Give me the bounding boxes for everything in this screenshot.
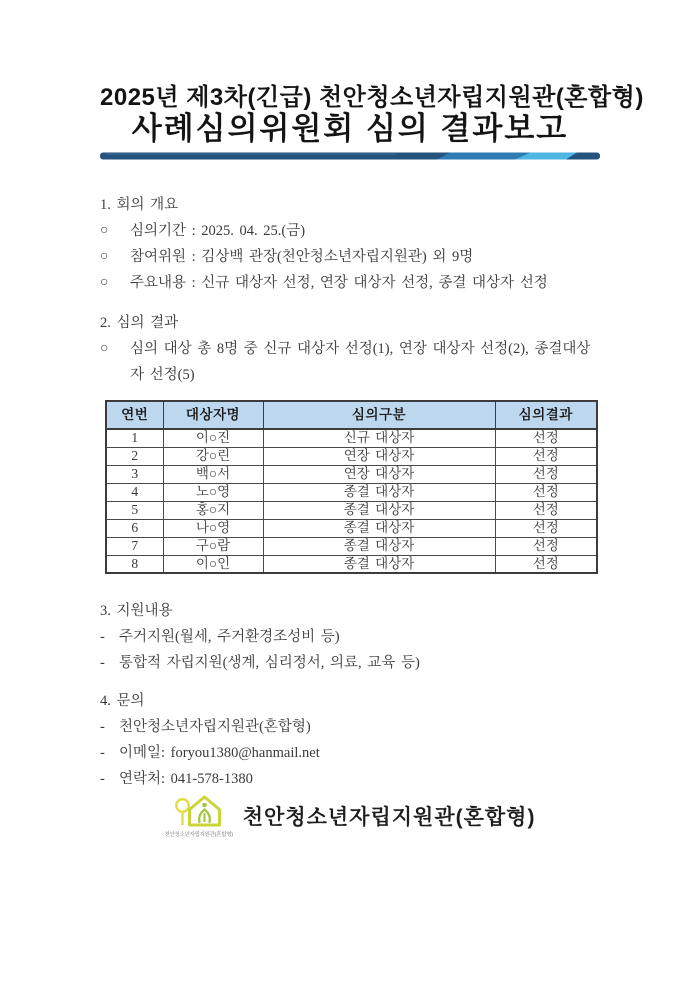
cell-review-type: 연장 대상자 (263, 465, 495, 483)
report-title-line1: 2025년 제3차(긴급) 천안청소년자립지원관(혼합형) (100, 84, 644, 111)
circle-bullet-icon: ○ (100, 223, 109, 238)
section-contact (100, 688, 600, 792)
support-item-list (100, 624, 600, 676)
list-item (100, 336, 600, 388)
list-item-text: 천안청소년자립지원관(혼합형) (119, 719, 311, 735)
dash-bullet-icon: - (100, 655, 105, 671)
cell-number: 4 (106, 483, 163, 501)
cell-number: 3 (106, 465, 163, 483)
list-item-text: 주요내용 : 신규 대상자 선정, 연장 대상자 선정, 종결 대상자 선정 (130, 275, 548, 291)
section-heading: 3. 지원내용 (100, 603, 173, 619)
org-house-logo-icon (174, 792, 224, 832)
cell-number: 8 (106, 555, 163, 573)
dash-bullet-icon: - (100, 719, 105, 735)
section-review-result (100, 310, 600, 574)
cell-subject-name: 노○영 (163, 483, 263, 501)
list-item-text: 연락처: 041-578-1380 (119, 771, 253, 787)
cell-subject-name: 구○람 (163, 537, 263, 555)
cell-subject-name: 백○서 (163, 465, 263, 483)
list-item (100, 714, 600, 740)
title-underline-swoosh (100, 152, 600, 160)
cell-review-result: 선정 (495, 555, 597, 573)
table-row (106, 447, 597, 465)
table-row (106, 429, 597, 447)
cell-subject-name: 이○인 (163, 555, 263, 573)
footer-org-name: 천안청소년자립지원관(혼합형) (242, 805, 536, 829)
dash-bullet-icon: - (100, 629, 105, 645)
cell-review-result: 선정 (495, 537, 597, 555)
cell-review-type: 종결 대상자 (263, 483, 495, 501)
table-row (106, 555, 597, 573)
logo-caption: 천안청소년자립지원관(혼합형) (164, 832, 233, 838)
table-row (106, 501, 597, 519)
cell-review-result: 선정 (495, 465, 597, 483)
list-item-text: 이메일: foryou1380@hanmail.net (119, 745, 320, 761)
list-item-text: 심의 대상 총 8명 중 신규 대상자 선정(1), 연장 대상자 선정(2), 종결대상자 선정(5) (130, 341, 591, 383)
cell-review-result: 선정 (495, 447, 597, 465)
list-item-text: 주거지원(월세, 주거환경조성비 등) (119, 629, 340, 645)
cell-subject-name: 이○진 (163, 429, 263, 447)
list-item (100, 218, 600, 244)
section-support-contents (100, 598, 600, 676)
table-header-cell: 심의구분 (263, 401, 495, 429)
cell-review-result: 선정 (495, 429, 597, 447)
table-row (106, 483, 597, 501)
org-logo-block (165, 792, 233, 839)
cell-review-type: 종결 대상자 (263, 519, 495, 537)
cell-number: 1 (106, 429, 163, 447)
cell-number: 7 (106, 537, 163, 555)
list-item (100, 766, 600, 792)
cell-review-type: 연장 대상자 (263, 447, 495, 465)
table-row (106, 519, 597, 537)
section-heading: 1. 회의 개요 (100, 197, 179, 213)
report-footer (0, 792, 700, 839)
meeting-item-list (100, 218, 600, 296)
list-item-text: 참여위원 : 김상백 관장(천안청소년자립지원관) 외 9명 (130, 249, 474, 265)
section-heading: 4. 문의 (100, 693, 145, 709)
list-item (100, 624, 600, 650)
section-heading: 2. 심의 결과 (100, 315, 179, 331)
dash-bullet-icon: - (100, 771, 105, 787)
cell-review-type: 종결 대상자 (263, 501, 495, 519)
section-meeting-overview (100, 192, 600, 296)
dash-bullet-icon: - (100, 745, 105, 761)
cell-subject-name: 홍○지 (163, 501, 263, 519)
cell-review-type: 종결 대상자 (263, 555, 495, 573)
contact-item-list (100, 714, 600, 792)
table-header-row (106, 401, 597, 429)
list-item-text: 심의기간 : 2025. 04. 25.(금) (130, 223, 306, 239)
cell-number: 2 (106, 447, 163, 465)
cell-review-type: 종결 대상자 (263, 537, 495, 555)
result-item-list (100, 336, 600, 388)
table-header-cell: 심의결과 (495, 401, 597, 429)
report-title-line2: 사례심의위원회 심의 결과보고 (131, 111, 569, 146)
table-header-cell: 대상자명 (163, 401, 263, 429)
table-row (106, 537, 597, 555)
list-item (100, 270, 600, 296)
report-header (100, 84, 644, 160)
list-item (100, 244, 600, 270)
cell-number: 6 (106, 519, 163, 537)
cell-review-type: 신규 대상자 (263, 429, 495, 447)
cell-subject-name: 강○린 (163, 447, 263, 465)
review-result-table (105, 400, 598, 574)
cell-subject-name: 나○영 (163, 519, 263, 537)
cell-review-result: 선정 (495, 519, 597, 537)
cell-review-result: 선정 (495, 483, 597, 501)
table-header-cell: 연번 (106, 401, 163, 429)
list-item (100, 650, 600, 676)
table-row (106, 465, 597, 483)
cell-review-result: 선정 (495, 501, 597, 519)
circle-bullet-icon: ○ (100, 341, 109, 356)
circle-bullet-icon: ○ (100, 249, 109, 264)
list-item (100, 740, 600, 766)
cell-number: 5 (106, 501, 163, 519)
list-item-text: 통합적 자립지원(생계, 심리정서, 의료, 교육 등) (119, 655, 420, 671)
table-body (106, 429, 597, 573)
circle-bullet-icon: ○ (100, 275, 109, 290)
